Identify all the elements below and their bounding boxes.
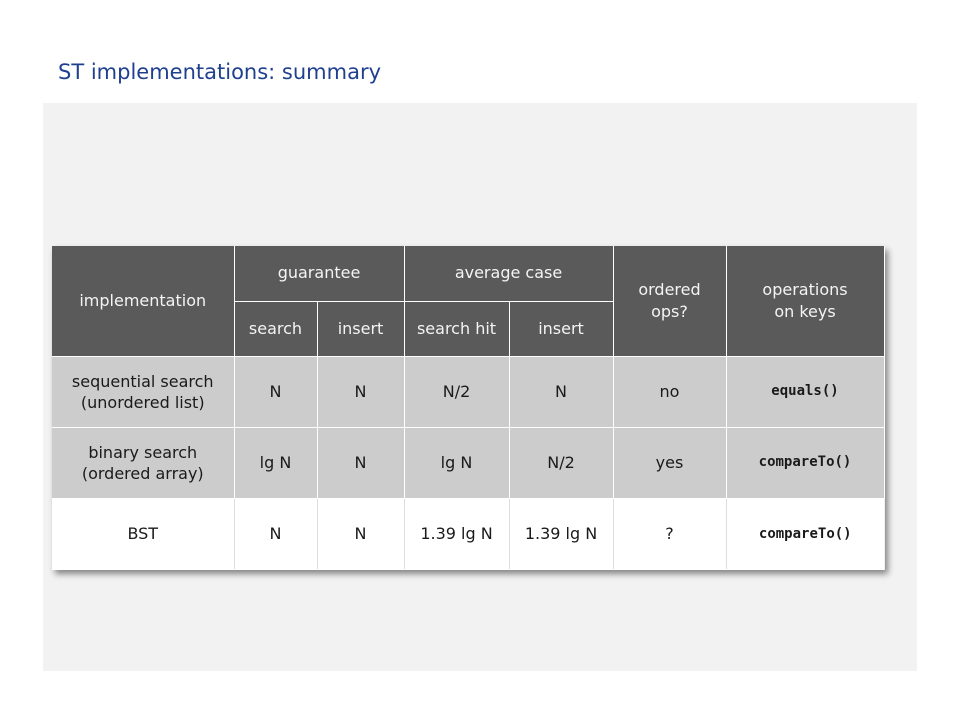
cell-implementation (52, 427, 234, 498)
header-operations-on-keys (726, 246, 884, 356)
header-row-top (52, 246, 884, 301)
cell-avg-insert: N (509, 356, 613, 427)
header-ordered-ops-line1: ordered (638, 279, 701, 299)
cell-guarantee-insert: N (317, 498, 404, 569)
cell-avg-search-hit: lg N (404, 427, 509, 498)
header-ordered-ops (613, 246, 726, 356)
header-implementation: implementation (52, 246, 234, 356)
cell-guarantee-search: N (234, 356, 317, 427)
header-avg-insert: insert (509, 301, 613, 356)
table-row (52, 356, 884, 427)
slide-title: ST implementations: summary (58, 60, 382, 84)
cell-guarantee-insert: N (317, 356, 404, 427)
cell-avg-search-hit: N/2 (404, 356, 509, 427)
implementation-line1: sequential search (71, 371, 214, 391)
cell-avg-insert: N/2 (509, 427, 613, 498)
header-average-case: average case (404, 246, 613, 301)
cell-guarantee-insert: N (317, 427, 404, 498)
cell-ordered-ops: ? (613, 498, 726, 569)
cell-guarantee-search: N (234, 498, 317, 569)
cell-operations-on-keys: compareTo() (726, 498, 884, 569)
header-guarantee: guarantee (234, 246, 404, 301)
cell-ordered-ops: yes (613, 427, 726, 498)
cell-avg-search-hit: 1.39 lg N (404, 498, 509, 569)
header-ordered-ops-line2: ops? (651, 301, 688, 321)
cell-avg-insert: 1.39 lg N (509, 498, 613, 569)
header-operations-line2: on keys (774, 301, 836, 321)
table-row (52, 498, 884, 569)
summary-table (52, 246, 885, 570)
cell-implementation (52, 356, 234, 427)
implementation-line2: (unordered list) (80, 392, 205, 412)
cell-operations-on-keys: equals() (726, 356, 884, 427)
cell-operations-on-keys: compareTo() (726, 427, 884, 498)
implementation-line1: binary search (88, 442, 198, 462)
header-avg-search-hit: search hit (404, 301, 509, 356)
cell-guarantee-search: lg N (234, 427, 317, 498)
cell-ordered-ops: no (613, 356, 726, 427)
table-row (52, 427, 884, 498)
implementation-line2: (ordered array) (81, 463, 204, 483)
header-guarantee-search: search (234, 301, 317, 356)
header-guarantee-insert: insert (317, 301, 404, 356)
cell-implementation: BST (52, 498, 234, 569)
header-operations-line1: operations (762, 279, 848, 299)
